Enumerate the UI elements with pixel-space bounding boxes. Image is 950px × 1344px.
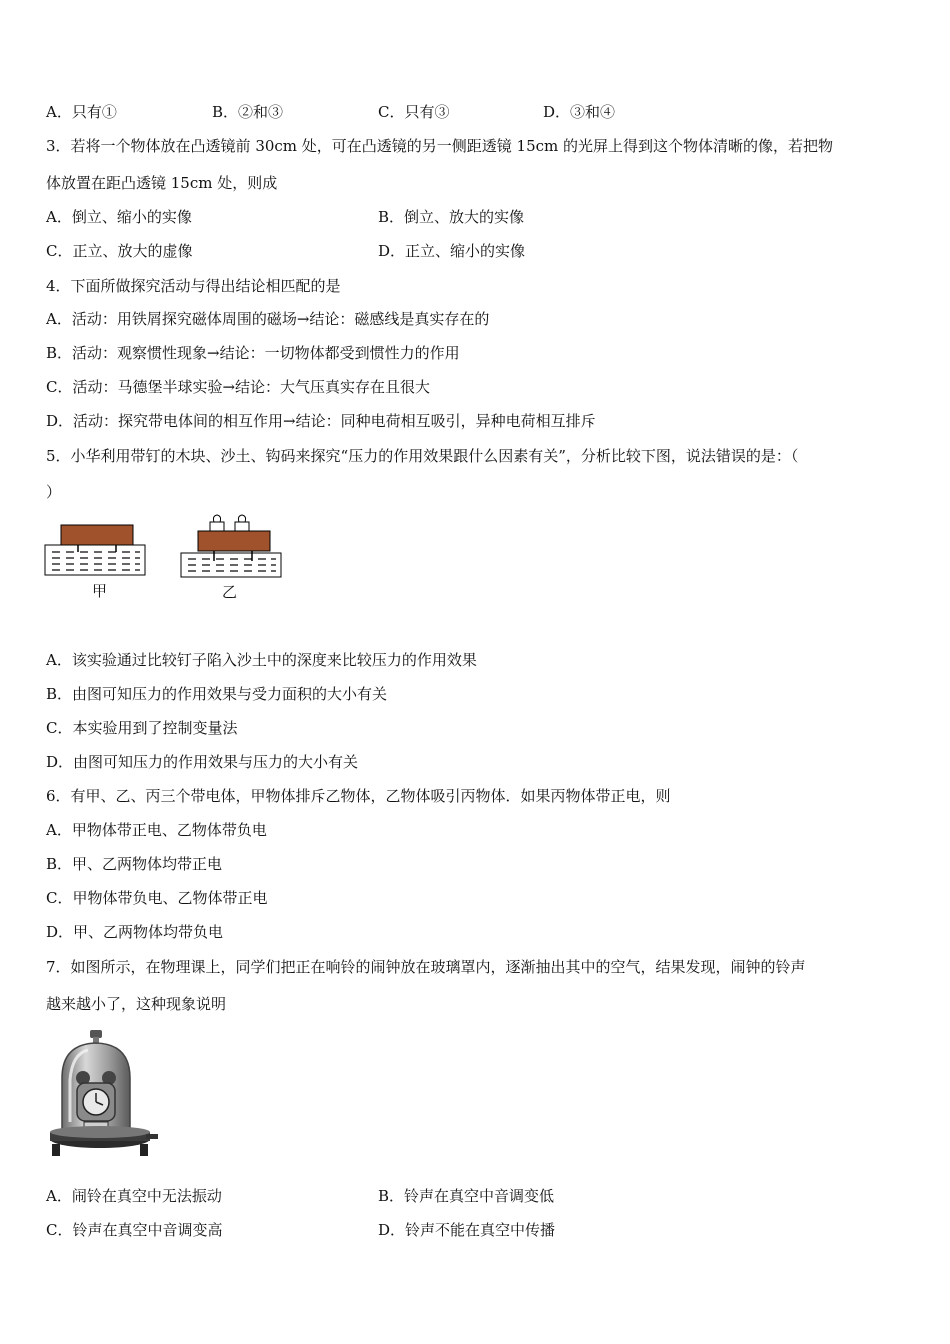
q7-option-b: B．铃声在真空中音调变低 — [378, 1187, 555, 1205]
q4-option-b: B．活动：观察惯性现象→结论：一切物体都受到惯性力的作用 — [46, 344, 460, 362]
q3-stem-line2: 体放置在距凸透镜 15cm 处，则成 — [46, 174, 278, 192]
q7-stem-line1: 7．如图所示，在物理课上，同学们把正在响铃的闹钟放在玻璃罩内，逐渐抽出其中的空气，结果发现，闹钟的铃声 — [46, 958, 806, 976]
q6-option-b: B．甲、乙两物体均带正电 — [46, 855, 223, 873]
q5-option-b: B．由图可知压力的作用效果与受力面积的大小有关 — [46, 685, 388, 703]
q6-option-a: A．甲物体带正电、乙物体带负电 — [46, 821, 267, 839]
q2-option-c: C．只有③ — [378, 103, 450, 121]
q6-stem: 6．有甲、乙、丙三个带电体，甲物体排斥乙物体，乙物体吸引丙物体．如果丙物体带正电，则 — [46, 787, 671, 805]
q2-option-a: A．只有① — [46, 103, 117, 121]
figure-label-jia: 甲 — [92, 582, 108, 600]
figure-label-yi: 乙 — [222, 583, 238, 601]
q6-option-d: D．甲、乙两物体均带负电 — [46, 923, 224, 941]
q7-option-c: C．铃声在真空中音调变高 — [46, 1221, 223, 1239]
pressure-experiment-figure — [40, 508, 300, 606]
q7-option-d: D．铃声不能在真空中传播 — [378, 1221, 556, 1239]
q2-option-d: D．③和④ — [543, 103, 616, 121]
q5-stem-line2: ） — [46, 483, 62, 501]
q5-option-d: D．由图可知压力的作用效果与压力的大小有关 — [46, 753, 359, 771]
q4-stem: 4．下面所做探究活动与得出结论相匹配的是 — [46, 277, 341, 295]
q2-option-b: B．②和③ — [212, 103, 284, 121]
q5-stem-line1: 5．小华利用带钉的木块、沙土、钩码来探究“压力的作用效果跟什么因素有关”，分析比较下图，说法错误的是：（ — [46, 447, 799, 465]
q3-option-c: C．正立、放大的虚像 — [46, 242, 193, 260]
q6-option-c: C．甲物体带负电、乙物体带正电 — [46, 889, 268, 907]
q4-option-c: C．活动：马德堡半球实验→结论：大气压真实存在且很大 — [46, 378, 431, 396]
q3-option-b: B．倒立、放大的实像 — [378, 208, 525, 226]
q4-option-a: A．活动：用铁屑探究磁体周围的磁场→结论：磁感线是真实存在的 — [46, 310, 490, 328]
q3-option-d: D．正立、缩小的实像 — [378, 242, 526, 260]
q3-option-a: A．倒立、缩小的实像 — [46, 208, 192, 226]
figure-yi — [181, 515, 281, 577]
q4-option-d: D．活动：探究带电体间的相互作用→结论：同种电荷相互吸引，异种电荷相互排斥 — [46, 412, 596, 430]
q5-option-c: C．本实验用到了控制变量法 — [46, 719, 238, 737]
q7-option-a: A．闹铃在真空中无法振动 — [46, 1187, 222, 1205]
q7-stem-line2: 越来越小了，这种现象说明 — [46, 995, 227, 1013]
bell-jar-alarm-clock-image — [46, 1026, 164, 1166]
q5-option-a: A．该实验通过比较钉子陷入沙土中的深度来比较压力的作用效果 — [46, 651, 477, 669]
q3-stem-line1: 3．若将一个物体放在凸透镜前 30cm 处，可在凸透镜的另一侧距透镜 15cm 的光屏上得到这个物体清晰的像，若把物 — [46, 137, 834, 155]
figure-jia — [45, 525, 145, 575]
